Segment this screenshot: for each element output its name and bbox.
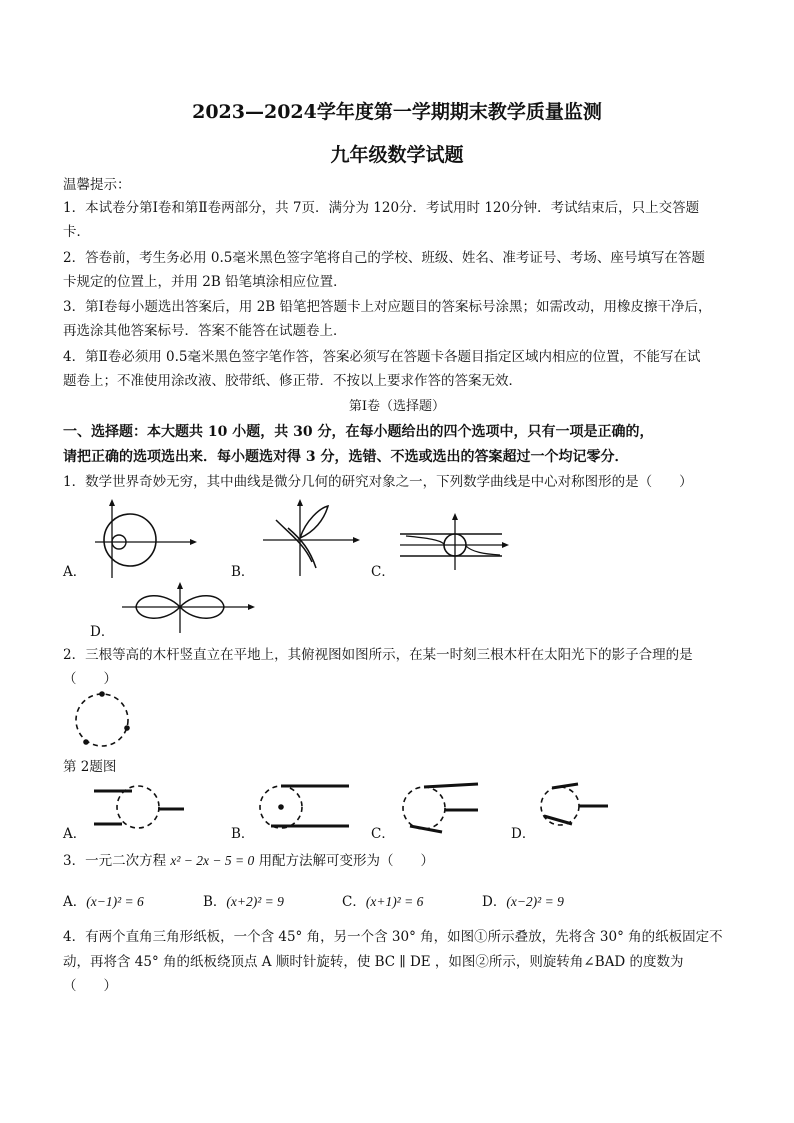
section-instructions-a: 一、选择题：本大题共 10 小题，共 30 分，在每小题给出的四个选项中，只有一项是正确的， xyxy=(63,424,654,440)
section-heading: 第Ⅰ卷（选择题） xyxy=(348,399,446,414)
q2-figure xyxy=(72,690,136,754)
q1-text: 1．数学世界奇妙无穷，其中曲线是微分几何的研究对象之一，下列数学曲线是中心对称图形的是（ ） xyxy=(63,474,693,490)
q1-option-b: B． xyxy=(231,564,255,580)
q1-figure-b xyxy=(258,498,368,578)
tip-1a: 1．本试卷分第Ⅰ卷和第Ⅱ卷两部分，共 7页．满分为 120分．考试用时 120分钟．考试结束后，只上交答题 xyxy=(63,200,700,216)
q3-option-b: B．(x+2)² = 9 xyxy=(203,894,284,910)
tip-4b: 题卷上；不准使用涂改液、胶带纸、修正带．不按以上要求作答的答案无效． xyxy=(63,373,522,389)
q2-option-c: C． xyxy=(371,826,395,842)
q2-option-b-figure xyxy=(255,782,355,832)
q2-text-b: （ ） xyxy=(63,671,117,687)
q2-option-a: A． xyxy=(63,826,87,842)
q2-figure-caption: 第 2题图 xyxy=(63,759,117,775)
q2-option-b: B． xyxy=(231,826,255,842)
q3-line xyxy=(63,852,434,870)
tip-3b: 再选涂其他答案标号．答案不能答在试题卷上． xyxy=(63,323,347,339)
q1-option-d: D． xyxy=(90,624,115,640)
q3-option-d: D．(x−2)² = 9 xyxy=(482,894,564,910)
tip-1b: 卡． xyxy=(63,224,90,240)
q3-equation: x² − 2x − 5 = 0 xyxy=(170,853,255,868)
q2-option-c-figure xyxy=(398,780,498,834)
tip-2b: 卡规定的位置上，并用 2B 铅笔填涂相应位置． xyxy=(63,274,347,290)
tip-2a: 2．答卷前，考生务必用 0.5毫米黑色签字笔将自己的学校、班级、姓名、准考证号、考场、座号填写在答题 xyxy=(63,250,705,266)
q4-text-c: （ ） xyxy=(63,978,117,994)
q2-option-d-figure xyxy=(538,780,618,834)
q4-text-a: 4．有两个直角三角形纸板，一个含 45° 角，另一个含 30° 角，如图①所示叠放，先将含 30° 角的纸板固定不 xyxy=(63,929,723,945)
q1-figure-a xyxy=(90,500,200,580)
q1-figure-d xyxy=(120,585,260,635)
tips-heading: 温馨提示： xyxy=(63,177,131,193)
page-title: 2023—2024学年度第一学期期末教学质量监测 xyxy=(192,101,602,123)
q1-figure-c xyxy=(400,512,510,572)
q3-option-c: C．(x+1)² = 6 xyxy=(342,894,424,910)
page-subtitle: 九年级数学试题 xyxy=(330,144,464,166)
q4-text-b: 动，再将含 45° 角的纸板绕顶点 A 顺时针旋转，使 BC ∥ DE ，如图②所示，则旋转角∠BAD 的度数为 xyxy=(63,954,684,970)
q3-option-a: A．(x−1)² = 6 xyxy=(63,894,144,910)
q2-option-d: D． xyxy=(511,826,536,842)
q2-text-a: 2．三根等高的木杆竖直立在平地上，其俯视图如图所示，在某一时刻三根木杆在太阳光下的影子合理的是 xyxy=(63,647,693,663)
tip-3a: 3．第Ⅰ卷每小题选出答案后，用 2B 铅笔把答题卡上对应题目的答案标号涂黑；如需改动，用橡皮擦干净后， xyxy=(63,299,712,315)
tip-4a: 4．第Ⅱ卷必须用 0.5毫米黑色签字笔作答，答案必须写在答题卡各题目指定区域内相应的位置，不能写在试 xyxy=(63,349,701,365)
q3-suffix: 用配方法解可变形为（ ） xyxy=(258,853,435,869)
q1-option-a: A． xyxy=(63,564,87,580)
q1-option-c: C． xyxy=(371,564,395,580)
q2-option-a-figure xyxy=(92,782,192,832)
q3-prefix: 3．一元二次方程 xyxy=(63,853,167,869)
section-instructions-b: 请把正确的选项选出来．每小题选对得 3 分，选错、不选或选出的答案超过一个均记零分． xyxy=(63,449,629,465)
